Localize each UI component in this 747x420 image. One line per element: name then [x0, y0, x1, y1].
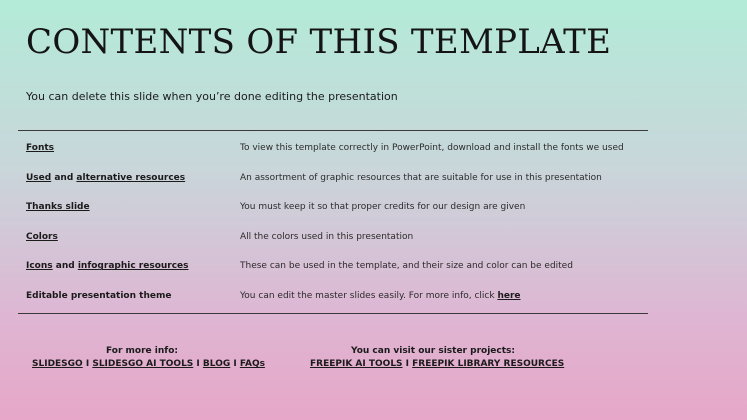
blog-link[interactable]: BLOG	[202, 359, 231, 369]
link-separator: I	[230, 359, 240, 369]
page-subtitle: You can delete this slide when you’re done editing the presentation	[26, 90, 398, 103]
footer-sister-projects	[310, 346, 565, 369]
thanks-slide-link[interactable]: Thanks slide	[26, 202, 90, 213]
page-title: CONTENTS OF THIS TEMPLATE	[26, 22, 612, 62]
footer-sister-projects-heading: You can visit our sister projects:	[351, 346, 515, 356]
row-description: These can be used in the template, and their size and color can be edited	[240, 261, 573, 272]
table-row	[18, 281, 648, 311]
freepik-library-resources-link[interactable]: FREEPIK LIBRARY RESOURCES	[412, 359, 565, 369]
footer-more-info	[32, 346, 265, 369]
row-label-join: and	[52, 261, 78, 272]
row-label	[26, 261, 189, 271]
footer-more-info-links	[32, 359, 265, 369]
infographic-resources-link[interactable]: infographic resources	[77, 261, 189, 272]
slidesgo-ai-tools-link[interactable]: SLIDESGO AI TOOLS	[92, 359, 194, 369]
link-separator: I	[193, 359, 203, 369]
row-description-text: You can edit the master slides easily. For more info, click	[240, 290, 498, 301]
table-row	[18, 133, 648, 163]
row-label	[26, 143, 54, 153]
fonts-link[interactable]: Fonts	[26, 143, 55, 153]
row-description: An assortment of graphic resources that are suitable for use in this presentation	[240, 172, 602, 183]
contents-table	[18, 130, 648, 314]
icons-link[interactable]: Icons	[26, 261, 53, 272]
row-label	[26, 173, 185, 183]
table-row	[18, 222, 648, 252]
slidesgo-link[interactable]: SLIDESGO	[32, 359, 83, 369]
table-row	[18, 251, 648, 281]
used-link[interactable]: Used	[26, 172, 52, 183]
alternative-resources-link[interactable]: alternative resources	[76, 172, 186, 183]
table-row	[18, 192, 648, 222]
row-label	[26, 202, 90, 212]
footer-more-info-heading: For more info:	[106, 346, 178, 356]
row-label: Editable presentation theme	[26, 290, 172, 301]
footer-sister-projects-links	[310, 359, 565, 369]
row-description: All the colors used in this presentation	[240, 231, 414, 242]
row-description: You must keep it so that proper credits for our design are given	[240, 202, 526, 213]
colors-link[interactable]: Colors	[26, 231, 58, 242]
row-label-join: and	[51, 172, 77, 183]
row-label	[26, 232, 58, 242]
link-separator: I	[402, 359, 413, 369]
row-description: To view this template correctly in PowerPoint, download and install the fonts we used	[240, 143, 624, 153]
table-row	[18, 163, 648, 193]
link-separator: I	[82, 359, 93, 369]
freepik-ai-tools-link[interactable]: FREEPIK AI TOOLS	[310, 359, 403, 369]
here-link[interactable]: here	[497, 290, 521, 301]
faqs-link[interactable]: FAQs	[239, 359, 265, 369]
row-description	[240, 291, 521, 301]
